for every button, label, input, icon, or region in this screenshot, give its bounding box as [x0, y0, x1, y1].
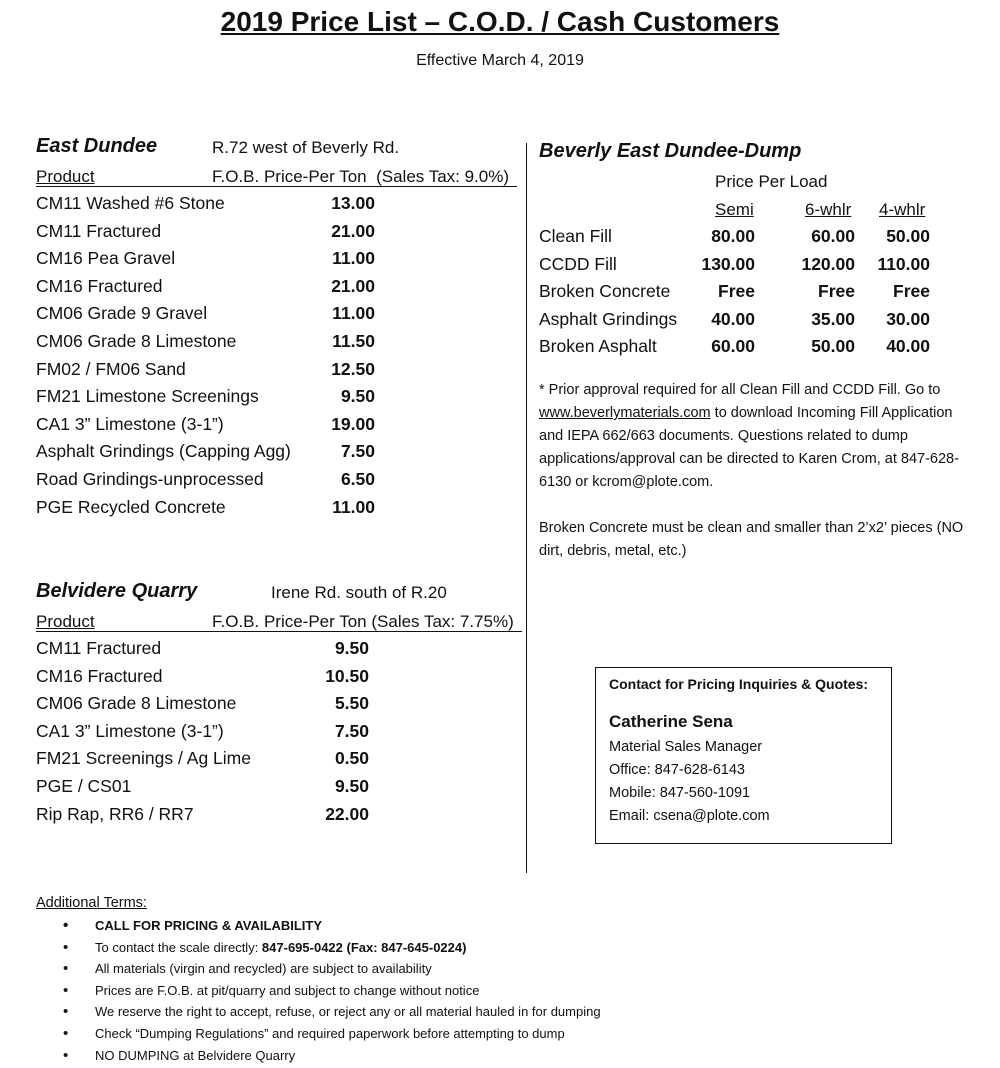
product-price: 5.50: [334, 693, 369, 714]
product-row: [36, 359, 375, 386]
product-name: PGE / CS01: [36, 776, 132, 796]
product-row: [36, 693, 369, 720]
dump-item-price: 120.00: [801, 253, 855, 274]
product-price: 11.00: [332, 496, 375, 517]
product-price: 21.00: [331, 220, 375, 241]
product-row: [36, 276, 375, 303]
dump-row: [539, 226, 939, 253]
contact-name: Catherine Sena: [609, 712, 733, 731]
dump-column-header: 6-whlr: [805, 200, 852, 219]
product-name: Rip Rap, RR6 / RR7: [36, 803, 194, 824]
product-name: FM02 / FM06 Sand: [36, 358, 186, 379]
product-price: 9.50: [334, 776, 369, 796]
product-name: CM06 Grade 8 Limestone: [36, 693, 237, 714]
terms-item: • We reserve the right to accept, refuse, or reject any or all material hauled in for dumping: [60, 1001, 601, 1023]
product-name: CA1 3” Limestone (3-1”): [36, 413, 224, 434]
product-row: [36, 303, 375, 330]
terms-item: • To contact the scale directly: 847-695-0422 (Fax: 847-645-0224): [60, 937, 601, 959]
product-price: 19.00: [331, 413, 375, 434]
product-row: [36, 666, 369, 693]
dump-item-price: 30.00: [886, 308, 930, 329]
dump-item-price: Free: [893, 281, 930, 302]
dump-approval-note: * Prior approval required for all Clean Fill and CCDD Fill. Go to www.beverlymaterials.com to download Incoming Fill Application and IEPA 662/663 documents. Questions related to dump applications/approval can be directed to Karen Crom, at 847-628-6130 or kcrom@plote.com.: [539, 382, 959, 490]
dump-item-name: Clean Fill: [539, 226, 612, 246]
dump-column-header: Semi: [715, 200, 754, 219]
product-name: Road Grindings-unprocessed: [36, 469, 264, 489]
product-row: [36, 248, 375, 275]
product-price: 22.00: [325, 803, 369, 824]
dump-item-price: 130.00: [701, 253, 755, 274]
dump-price-per-load: Price Per Load: [715, 172, 828, 191]
dump-row: [539, 336, 939, 363]
product-name: FM21 Limestone Screenings: [36, 386, 259, 407]
product-row: [36, 193, 375, 220]
product-price: 9.50: [340, 386, 375, 407]
product-name: CM06 Grade 8 Limestone: [36, 331, 237, 351]
product-row: [36, 221, 375, 248]
terms-item: • NO DUMPING at Belvidere Quarry: [60, 1045, 601, 1067]
product-price: 10.50: [325, 665, 369, 686]
product-price: 0.50: [334, 748, 369, 769]
dump-item-name: Broken Asphalt: [539, 336, 657, 357]
dump-row: [539, 254, 939, 281]
product-price: 21.00: [331, 275, 375, 296]
product-name: CM16 Fractured: [36, 275, 163, 296]
product-name: CM06 Grade 9 Gravel: [36, 303, 208, 324]
product-price: 11.00: [332, 303, 375, 324]
dump-item-name: Broken Concrete: [539, 281, 671, 302]
product-row: [36, 776, 369, 803]
belvidere-location: Irene Rd. south of R.20: [271, 583, 447, 602]
terms-item: • CALL FOR PRICING & AVAILABILITY: [60, 915, 601, 937]
dump-column-header: 4-whlr: [879, 200, 926, 219]
east-dundee-location: R.72 west of Beverly Rd.: [212, 138, 400, 157]
product-row: [36, 469, 375, 496]
contact-box: [595, 667, 892, 844]
product-name: CM16 Fractured: [36, 665, 163, 686]
product-price: 9.50: [334, 638, 369, 658]
dump-item-price: 35.00: [811, 308, 855, 329]
contact-role: Material Sales Manager: [609, 739, 763, 755]
belvidere-title: Belvidere Quarry: [36, 580, 198, 602]
broken-concrete-note: Broken Concrete must be clean and smaller than 2’x2’ pieces (NO dirt, debris, metal, etc.): [539, 520, 964, 559]
dump-row: [539, 281, 939, 308]
dump-item-price: 60.00: [711, 336, 755, 357]
product-row: [36, 804, 369, 831]
dump-row: [539, 309, 939, 336]
product-name: CM11 Fractured: [36, 220, 162, 241]
product-name: CM11 Fractured: [36, 638, 162, 658]
product-name: CM16 Pea Gravel: [36, 248, 176, 269]
belvidere-product-header: Product: [36, 612, 95, 631]
dump-item-price: 40.00: [886, 336, 930, 357]
product-price: 13.00: [331, 193, 375, 213]
product-row: [36, 441, 375, 468]
product-row: [36, 386, 375, 413]
product-row: [36, 331, 375, 358]
product-price: 7.50: [334, 720, 369, 741]
dump-item-name: Asphalt Grindings: [539, 308, 678, 329]
belvidere-header-rule: [36, 631, 522, 632]
dump-item-name: CCDD Fill: [539, 253, 617, 274]
product-row: [36, 497, 375, 524]
terms-item: • Check “Dumping Regulations” and required paperwork before attempting to dump: [60, 1023, 601, 1045]
additional-terms-list: [60, 915, 601, 1066]
product-name: CA1 3” Limestone (3-1”): [36, 720, 224, 741]
dump-item-price: 50.00: [811, 336, 855, 357]
dump-item-price: Free: [718, 281, 755, 302]
contact-mobile: Mobile: 847-560-1091: [609, 785, 751, 801]
contact-email: Email: csena@plote.com: [609, 808, 770, 824]
dump-item-price: 50.00: [886, 226, 930, 246]
dump-item-price: 40.00: [711, 308, 755, 329]
product-name: PGE Recycled Concrete: [36, 496, 226, 517]
east-dundee-title: East Dundee: [36, 135, 158, 157]
terms-item: • All materials (virgin and recycled) are subject to availability: [60, 958, 601, 980]
effective-date: Effective March 4, 2019: [416, 52, 584, 69]
east-dundee-product-header: Product: [36, 167, 95, 186]
belvidere-price-header: F.O.B. Price-Per Ton (Sales Tax: 7.75%): [212, 612, 514, 631]
dump-item-price: 110.00: [877, 253, 930, 274]
additional-terms-heading: Additional Terms:: [36, 895, 147, 911]
product-row: [36, 721, 369, 748]
contact-heading: Contact for Pricing Inquiries & Quotes:: [609, 676, 869, 692]
product-name: CM11 Washed #6 Stone: [36, 193, 225, 213]
product-row: [36, 748, 369, 775]
product-row: [36, 638, 369, 665]
east-dundee-price-header: F.O.B. Price-Per Ton (Sales Tax: 9.0%): [212, 167, 510, 186]
product-name: FM21 Screenings / Ag Lime: [36, 748, 251, 769]
page-title: 2019 Price List – C.O.D. / Cash Customers: [220, 6, 780, 37]
contact-office: Office: 847-628-6143: [609, 762, 745, 778]
beverly-materials-link[interactable]: www.beverlymaterials.com: [539, 405, 711, 421]
dump-item-price: 60.00: [811, 226, 855, 246]
column-divider: [526, 143, 527, 873]
product-price: 6.50: [340, 469, 375, 489]
dump-item-price: 80.00: [711, 226, 755, 246]
product-price: 7.50: [340, 441, 375, 462]
east-dundee-header-rule: [36, 186, 517, 187]
product-price: 11.50: [332, 331, 375, 351]
dump-item-price: Free: [818, 281, 855, 302]
terms-item: • Prices are F.O.B. at pit/quarry and subject to change without notice: [60, 980, 601, 1002]
product-price: 12.50: [331, 358, 375, 379]
product-price: 11.00: [332, 248, 375, 269]
dump-title: Beverly East Dundee-Dump: [539, 140, 802, 162]
product-name: Asphalt Grindings (Capping Agg): [36, 441, 291, 462]
product-row: [36, 414, 375, 441]
